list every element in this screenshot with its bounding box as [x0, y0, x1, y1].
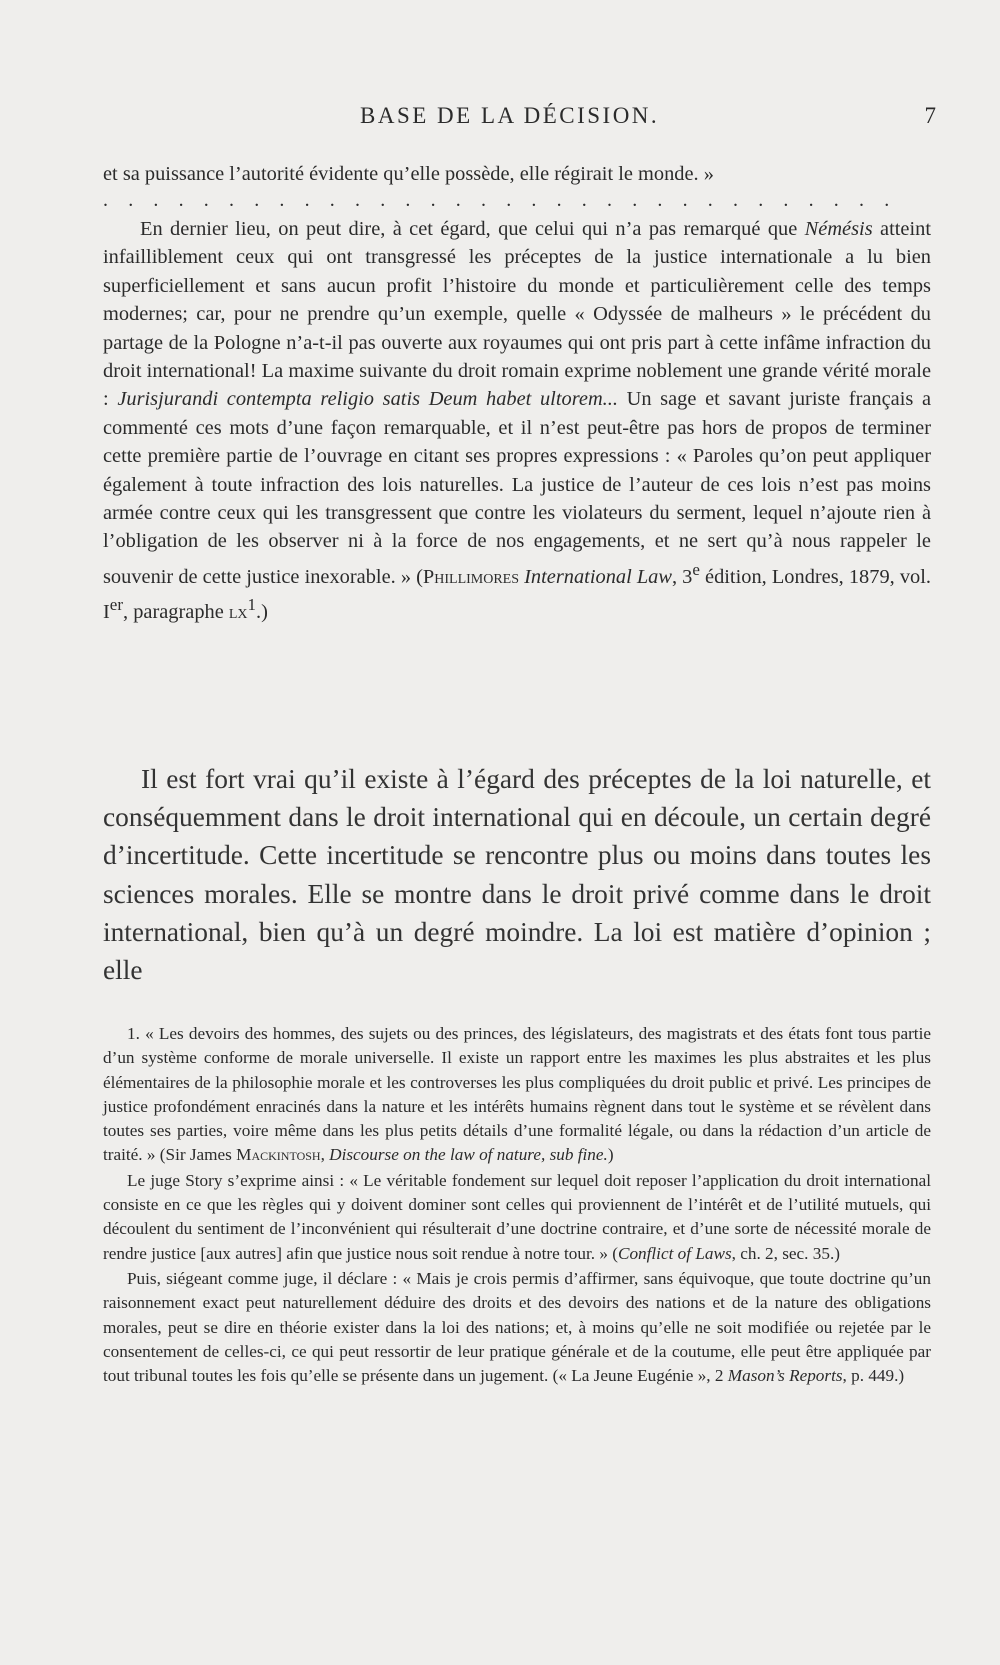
text-run: , paragraphe [123, 600, 229, 623]
superscript: er [109, 595, 124, 615]
cited-author: Mackintosh [236, 1145, 321, 1165]
italic-term: Némésis [804, 218, 873, 240]
text-run: Puis, siégeant comme juge, il déclare : « Mais je crois permis d’affirmer, sans équivoque, que toute doctrine qu’un raisonnement exact peut naturellement déduire des droits et des devoirs des nations et de la nature des obligations morales, peut se dire en théorie exister dans la loi des nations; et, à moins qu’elle ne soit modifiée ou rejetée par le consentement de celles-ci, ce qui peut ressortir de leur pratique générale et de la coutume, elle peut être appliquée par tout tribunal toutes les fois qu’elle se présente dans un jugement. (« La Jeune Eugénie », 2 [103, 1268, 931, 1386]
quote-continuation-line [103, 160, 931, 188]
cited-author: Phillimores [422, 565, 520, 588]
footnote-judgment [103, 1267, 931, 1388]
footnote-reference: 1 [247, 595, 257, 615]
body-paragraph [103, 760, 931, 989]
text-run: , 3 [671, 565, 693, 588]
text-run: Le juge Story s’exprime ainsi : « Le véritable fondement sur lequel doit reposer l’application du droit international consiste en ce que les règles qui y doivent dominer sont celles qui proviennent de l’intérêt et de l’utilité mutuels, qui découlent du sentiment de l’inconvénient qui résulterait d’une doctrine contraire, et d’une sorte de nécessité morale de rendre justice [aux autres] afin que justice nous soit rendue à notre tour. » ( [103, 1170, 931, 1263]
superscript: e [692, 559, 700, 579]
running-header [98, 103, 936, 137]
cited-work: International Law [524, 565, 672, 588]
text-run: ) [607, 1145, 614, 1165]
text-run: , [320, 1145, 330, 1165]
text-run: , ch. 2, sec. 35.) [731, 1243, 840, 1263]
footnotes [103, 1022, 931, 1388]
running-title: BASE DE LA DÉCISION. [360, 103, 660, 128]
text-run: 1. « Les devoirs des hommes, des sujets ou des princes, des législateurs, des magistrats et des états font tous partie d’un système conforme de morale universelle. Il existe un rapport entre les maximes les plus abstraites et les plus élémentaires de la philosophie morale et les controverses les plus compliquées du droit public et privé. Les principes de justice profondément enracinés dans la nature et les intérêts humains règnent dans tout le système et se révèlent dans toutes ses parties, voire même dans les plus petits détails d’une formalité légale, ou dans la rédaction d’un article de traité. » (Sir James [103, 1024, 931, 1165]
quote-paragraph-text [103, 215, 931, 626]
text-run: , p. 449.) [842, 1366, 905, 1386]
text-run: atteint infailliblement ceux qui ont transgressé les préceptes de la justice internationale a lu bien superficiellement et sans aucun profit l’histoire du monde et particulièrement celle des temps modernes; car, pour ne prendre qu’un exemple, quelle « Odyssée de malheurs » le précédent du partage de la Pologne n’a-t-il pas ouverte aux royaumes qui ont pris part à cette infâme infraction du droit international! La maxime suivante du droit romain exprime noblement une grande vérité morale : [103, 218, 931, 411]
text-run: .) [256, 600, 268, 623]
text-run: En dernier lieu, on peut dire, à cet égard, que celui qui n’a pas remarqué que [140, 218, 805, 240]
text-run: Un sage et savant juriste français a commenté ces mots d’une façon remarquable, et il n’est peut-être pas hors de propos de terminer cette première partie de l’ouvrage en citant ses propres expressions : « Paroles qu’on peut appliquer également à toute infraction des lois naturelles. La justice de l’auteur de ces lois n’est pas moins armée contre ceux qui les transgressent que contre les violateurs du serment, lequel n’ajoute rien à l’obligation de les observer ni à la force de nos engagements, et ne sert qu’à nous rappeler le souvenir de cette justice inexorable. » ( [103, 388, 932, 588]
latin-maxim: Jurisjurandi contempta religio satis Deum habet ultorem... [117, 388, 618, 411]
cited-work: Conflict of Laws [617, 1243, 732, 1263]
ellipsis-line: . . . . . . . . . . . . . . . . . . . . . . . . . . . . . . . . [103, 189, 897, 211]
page-number: 7 [924, 103, 936, 128]
cited-work: Discourse on the law of nature, sub fine. [329, 1145, 608, 1165]
paragraph-number: lx [228, 600, 248, 623]
text-run: édition, Londres, 1879, vol. I [103, 565, 931, 623]
footnote-1 [103, 1022, 931, 1168]
cited-work: Mason’s Reports [727, 1366, 843, 1386]
quote-paragraph [103, 215, 931, 626]
footnote-story [103, 1169, 931, 1266]
quote-first-line: et sa puissance l’autorité évidente qu’elle possède, elle régirait le monde. » [103, 163, 714, 185]
body-paragraph-text: Il est fort vrai qu’il existe à l’égard des préceptes de la loi naturelle, et conséquemment dans le droit international qui en découle, un certain degré d’incertitude. Cette incertitude se rencontre plus ou moins dans toutes les sciences morales. Elle se montre dans le droit privé comme dans le droit international, bien qu’à un degré moindre. La loi est matière d’opinion ; elle [103, 764, 931, 986]
